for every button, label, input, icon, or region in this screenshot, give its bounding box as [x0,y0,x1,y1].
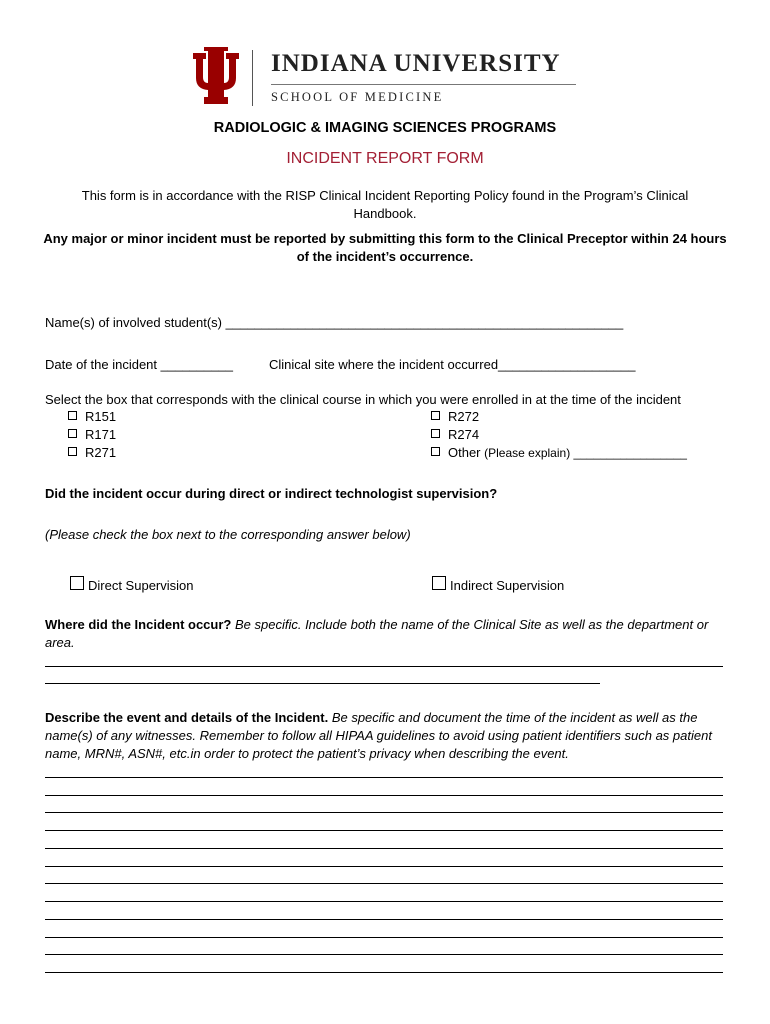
university-name: INDIANA UNIVERSITY [271,50,561,77]
reporting-warning: Any major or minor incident must be reported by submitting this form to the Clinical Preceptor within 24 hours of the incident’s occurrence. [43,231,727,264]
course-option-r271[interactable] [68,445,116,460]
site-field[interactable]: Clinical site where the incident occurred___________________ [269,357,636,372]
answer-line[interactable] [45,830,723,831]
option-label: Direct Supervision [88,578,194,593]
supervision-instruction: (Please check the box next to the corresponding answer below) [45,527,411,542]
answer-line[interactable] [45,812,723,813]
course-label: Other [448,445,481,460]
location-question [45,616,725,652]
school-name: SCHOOL OF MEDICINE [271,90,444,104]
course-label: R271 [85,445,117,460]
answer-line[interactable] [45,883,723,884]
describe-label: Describe the event and details of the Incident. [45,710,329,725]
course-option-other[interactable] [431,445,687,460]
intro-text: This form is in accordance with the RISP Clinical Incident Reporting Policy found in the Program’s Clinical Handbook. [81,188,689,221]
answer-line[interactable] [45,683,600,684]
checkbox[interactable] [431,411,440,420]
date-field[interactable]: Date of the incident __________ [45,357,233,372]
course-option-r171[interactable] [68,427,116,442]
course-label: R171 [85,427,117,442]
checkbox[interactable] [431,429,440,438]
location-label: Where did the Incident occur? [45,617,232,632]
course-label: R151 [85,409,117,424]
logo-divider [252,50,253,106]
option-label: Indirect Supervision [450,578,565,593]
answer-line[interactable] [45,954,723,955]
checkbox[interactable] [68,447,77,456]
indirect-supervision-option[interactable] [432,576,564,593]
checkbox[interactable] [432,576,446,590]
answer-line[interactable] [45,901,723,902]
course-option-r272[interactable] [431,409,479,424]
students-field[interactable]: Name(s) of involved student(s) _______________________________________________________ [45,315,624,330]
program-title: RADIOLOGIC & IMAGING SCIENCES PROGRAMS [213,120,557,136]
checkbox[interactable] [68,411,77,420]
course-option-r274[interactable] [431,427,479,442]
answer-line[interactable] [45,848,723,849]
location-note: Be specific. Include both the name of the Clinical Site as well as the department or area. [45,617,709,650]
answer-line[interactable] [45,919,723,920]
checkbox[interactable] [68,429,77,438]
answer-line[interactable] [45,666,723,667]
checkbox[interactable] [70,576,84,590]
course-label: R272 [448,409,480,424]
answer-line[interactable] [45,795,723,796]
direct-supervision-option[interactable] [70,576,194,593]
other-explain-field[interactable]: (Please explain) _________________ [484,446,687,460]
describe-question [45,709,725,763]
checkbox[interactable] [431,447,440,456]
answer-line[interactable] [45,777,723,778]
course-label: R274 [448,427,480,442]
form-title: INCIDENT REPORT FORM [286,150,484,167]
course-option-r151[interactable] [68,409,116,424]
answer-line[interactable] [45,937,723,938]
school-rule [271,84,576,85]
supervision-question: Did the incident occur during direct or indirect technologist supervision? [45,486,498,501]
answer-line[interactable] [45,972,723,973]
course-prompt: Select the box that corresponds with the clinical course in which you were enrolled in at the time of the incident [45,392,681,407]
answer-line[interactable] [45,866,723,867]
iu-trident-logo [193,47,239,104]
describe-note: Be specific and document the time of the incident as well as the name(s) of any witnesses. Remember to follow all HIPAA guidelines to avoid using patient identifiers such as patient name, MRN#, ASN#, etc.in order to protect the patient’s privacy when describing the event. [45,710,712,761]
